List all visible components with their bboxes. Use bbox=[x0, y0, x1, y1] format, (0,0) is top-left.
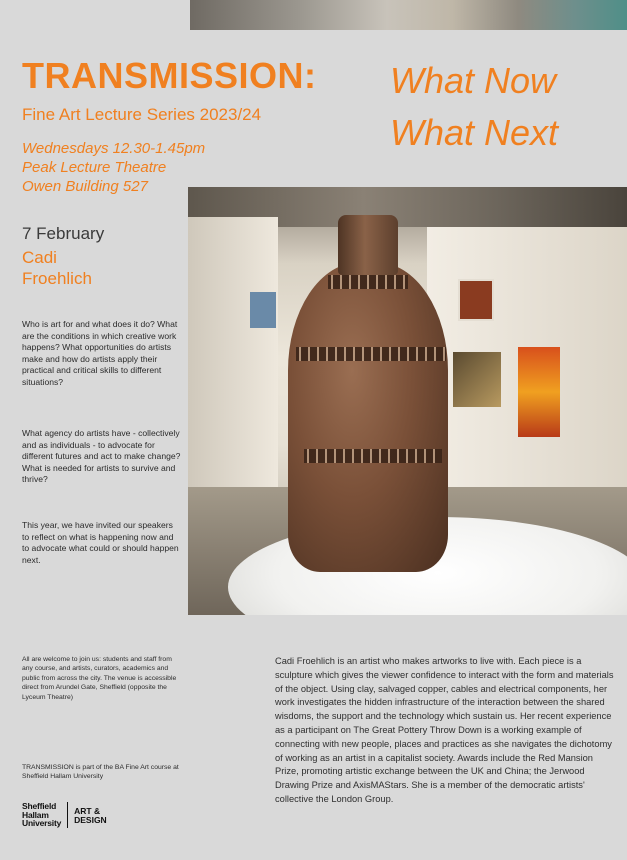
subtitle-what-next: What Next bbox=[390, 112, 559, 153]
blurb-paragraph-2: What agency do artists have - collectively and as individuals - to advocate for different futures and act to make change? What is needed for artists to survive and thrive? bbox=[22, 428, 181, 485]
event-time: Wednesdays 12.30-1.45pm bbox=[22, 140, 206, 157]
vase-body bbox=[288, 262, 448, 572]
vase-stitch-upper bbox=[296, 347, 446, 361]
logo-dept-line: ART & bbox=[74, 806, 101, 816]
artist-bio: Cadi Froehlich is an artist who makes artworks to live with. Each piece is a sculpture which gives the viewer confidence to interact with the form and materials of the object. Using clay, salvaged copper, cables and electrical components, her work investigates the hidden infrastructure of the interaction between the shared wisdoms, the support and the technology which sustain us. Her recent experience as a participant on The Great Pottery Throw Down is a working example of connecting with new people, places and practices as she navigates the dichotomy of working as an artist in a capitalist society. Awards include the Red Mansion Prize, promoting artistic exchange between the UK and China; the Jerwood Drawing Prize and AxisMAStars. She is a member of the democratic artists' collective the London Group. bbox=[275, 656, 614, 804]
vase-photo bbox=[188, 187, 627, 615]
poster-title: TRANSMISSION: bbox=[22, 55, 317, 96]
university-logo bbox=[22, 802, 107, 828]
vase-neck bbox=[338, 215, 398, 275]
gallery-artwork bbox=[518, 347, 560, 437]
logo-line: University bbox=[22, 818, 62, 828]
blurb-paragraph-3: This year, we have invited our speakers to reflect on what is happening now and to advocate what could or should happen next. bbox=[22, 520, 179, 565]
subtitle-what-now: What Now bbox=[390, 60, 557, 101]
logo-line: Hallam bbox=[22, 809, 49, 820]
logo-dept-line: DESIGN bbox=[74, 814, 107, 825]
welcome-note: All are welcome to join us: students and staff from any course, and artists, curators, academics and public from across the city. The venue is accessible direct from Arundel Gate, Sheffield (opposite the Lyceum Theatre) bbox=[22, 656, 177, 701]
logo-line: Sheffield bbox=[22, 801, 57, 811]
logo-department bbox=[74, 807, 107, 824]
blurb-paragraph-1: Who is art for and what does it do? What are the conditions in which creative work happens? What opportunities do artists make and how do artists apply their practical and critical skills to different situations? bbox=[22, 319, 178, 387]
ceramic-vase bbox=[238, 187, 498, 587]
speaker-last-name: Froehlich bbox=[22, 269, 92, 288]
speaker-name bbox=[22, 247, 172, 289]
speaker-first-name: Cadi bbox=[22, 248, 57, 267]
poster-subtitle bbox=[390, 55, 620, 159]
event-room: Owen Building 527 bbox=[22, 178, 148, 195]
vase-stitch-lower bbox=[304, 449, 442, 463]
event-when bbox=[22, 139, 205, 196]
lecture-series: Fine Art Lecture Series 2023/24 bbox=[22, 105, 262, 124]
vase-stitch-neck bbox=[328, 275, 408, 289]
logo-university-name bbox=[22, 802, 61, 828]
event-venue: Peak Lecture Theatre bbox=[22, 159, 167, 176]
event-date: 7 February bbox=[22, 224, 105, 243]
course-note: TRANSMISSION is part of the BA Fine Art course at Sheffield Hallam University bbox=[22, 764, 179, 781]
logo-divider bbox=[67, 802, 68, 828]
top-photo-strip bbox=[190, 0, 627, 30]
